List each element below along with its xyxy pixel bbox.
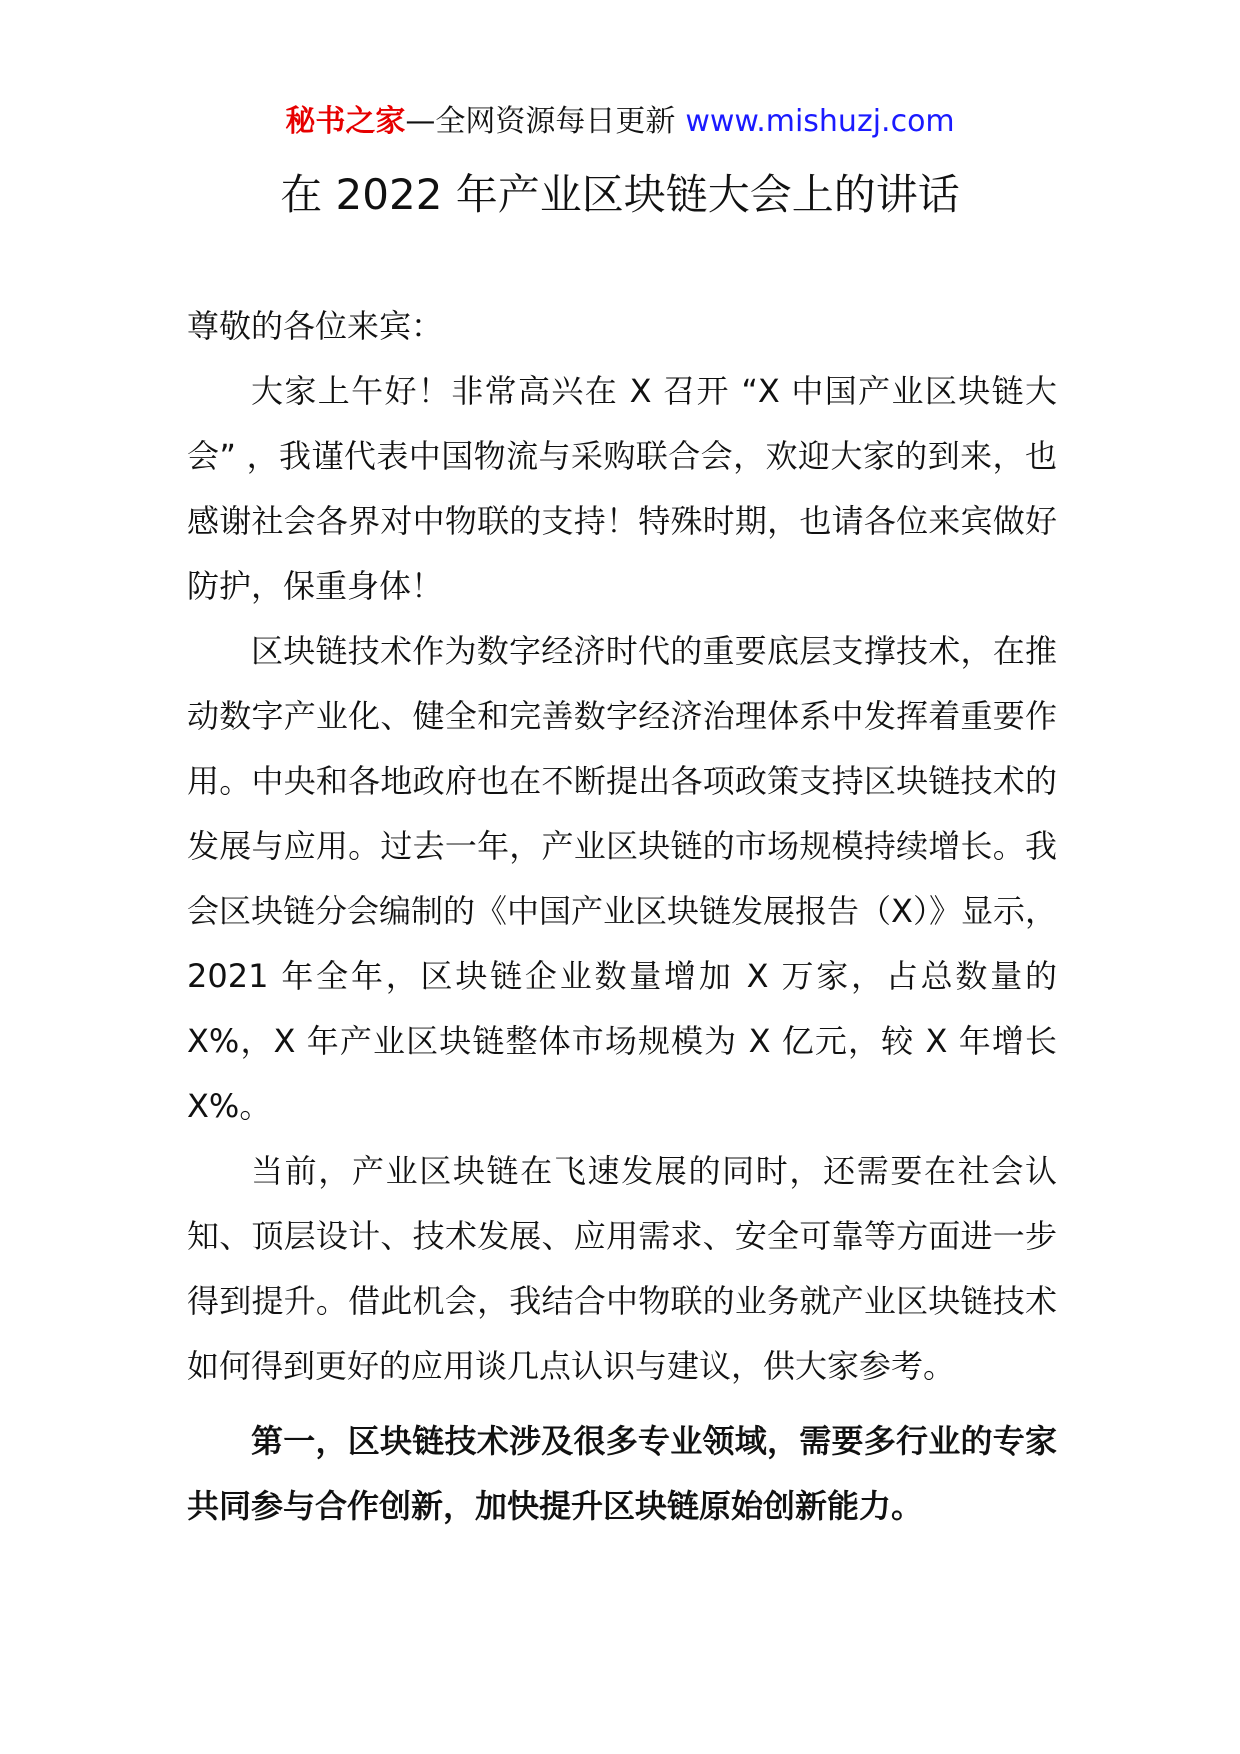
site-tagline: —全网资源每日更新 bbox=[405, 104, 676, 139]
document-title: 在 2022 年产业区块链大会上的讲话 bbox=[280, 170, 960, 219]
paragraph-current-challenges: 当前，产业区块链在飞速发展的同时，还需要在社会认知、顶层设计、技术发展、应用需求、安全可靠等方面进一步得到提升。借此机会，我结合中物联的业务就产业区块链技术如何得到更好的应用谈几点认识与建议，供大家参考。 bbox=[187, 1152, 1057, 1385]
document-body bbox=[187, 294, 1057, 1539]
paragraph-blockchain-overview: 区块链技术作为数字经济时代的重要底层支撑技术，在推动数字产业化、健全和完善数字经济治理体系中发挥着重要作用。中央和各地政府也在不断提出各项政策支持区块链技术的发展与应用。过去一年，产业区块链的市场规模持续增长。我会区块链分会编制的《中国产业区块链发展报告（X）》显示，2021 年全年，区块链企业数量增加 X 万家，占总数量的 X%，X 年产业区块链整体市场规模为 X 亿元，较 X 年增长 X%。 bbox=[187, 632, 1057, 1125]
site-url-link[interactable]: www.mishuzj.com bbox=[685, 104, 955, 139]
paragraph-point-one: 第一，区块链技术涉及很多专业领域，需要多行业的专家共同参与合作创新，加快提升区块链原始创新能力。 bbox=[187, 1422, 1057, 1525]
site-brand: 秘书之家 bbox=[285, 104, 406, 139]
paragraph-opening: 大家上午好！非常高兴在 X 召开 “X 中国产业区块链大会” ，我谨代表中国物流与采购联合会，欢迎大家的到来，也感谢社会各界对中物联的支持！特殊时期，也请各位来宾做好防护，保重身体！ bbox=[187, 372, 1057, 605]
site-header bbox=[0, 100, 1240, 144]
salutation: 尊敬的各位来宾： bbox=[187, 307, 444, 345]
